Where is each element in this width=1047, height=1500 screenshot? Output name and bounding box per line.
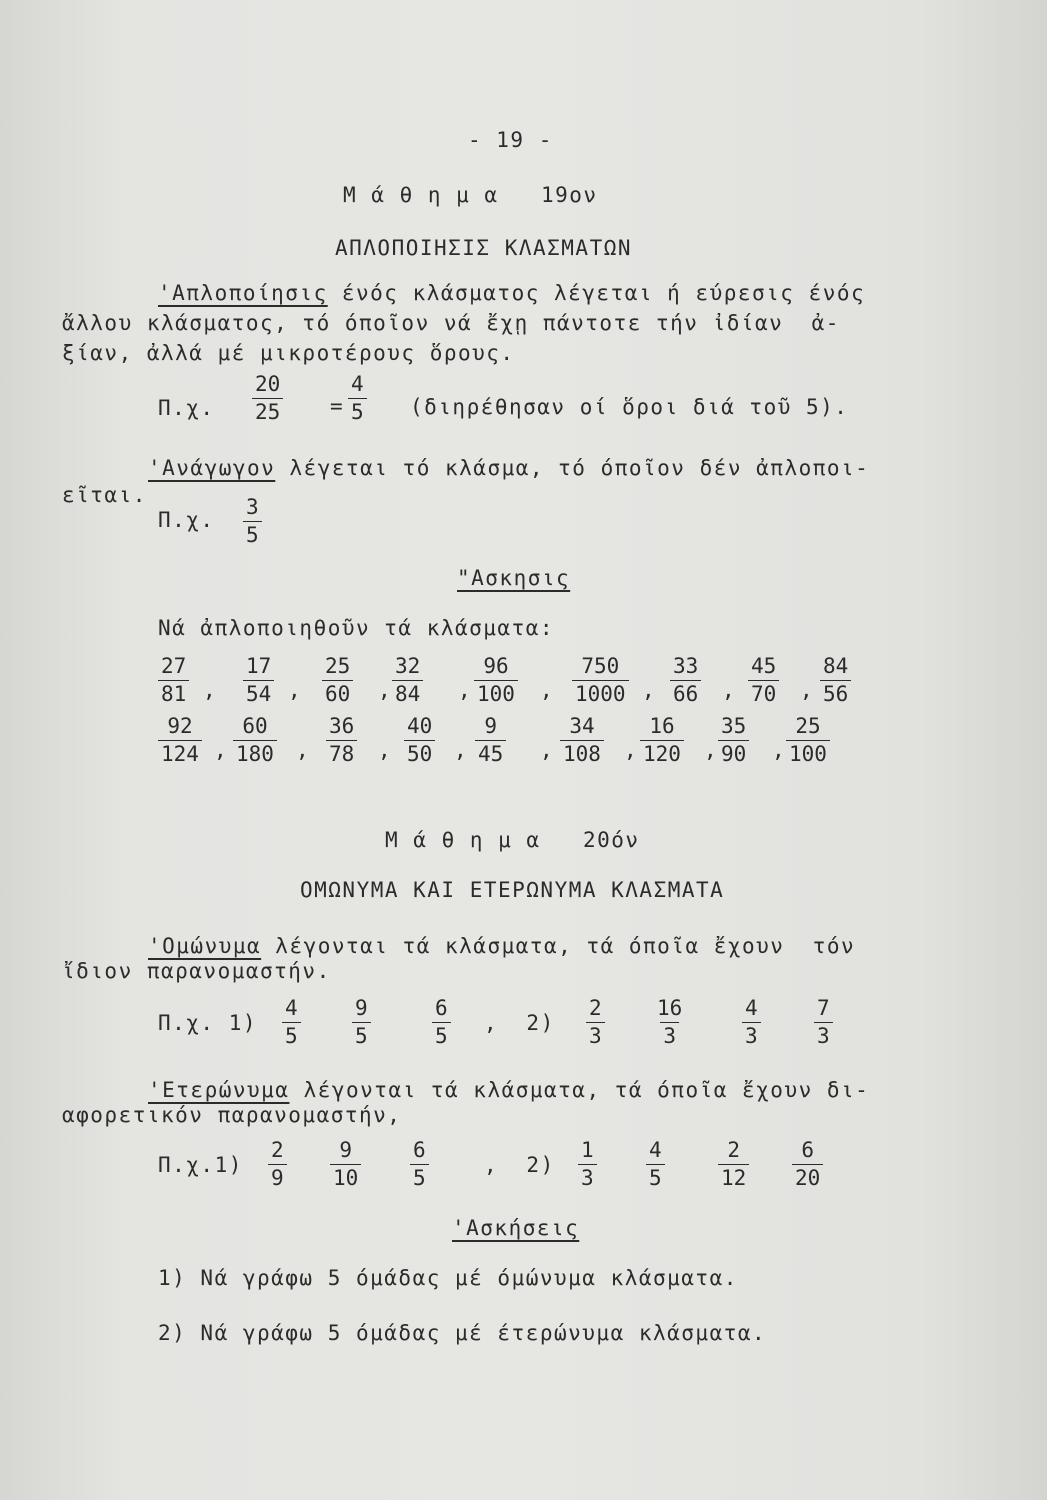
homonymous-definition-line2: ἴδιον παρανομαστήν. [62, 959, 331, 983]
exercise-fraction: $\frac{34}{108}$ [560, 716, 604, 765]
task-1: 1) Νά γράφω 5 όμάδας μέ όμώνυμα κλάσματα. [158, 1266, 738, 1290]
comma: , [454, 738, 467, 762]
heteronymous-term: 'Ετερώνυμα [148, 1078, 290, 1102]
comma: , [378, 678, 391, 702]
heteronymous-fraction: $\frac{2}{12}$ [718, 1140, 749, 1189]
exercise-fraction: $\frac{36}{78}$ [326, 716, 357, 765]
comma: , [288, 678, 301, 702]
homonymous-fraction: $\frac{2}{3}$ [586, 998, 605, 1047]
exercise-fraction: $\frac{16}{120}$ [640, 716, 684, 765]
example2-fraction: $\frac{3}{5}$ [243, 497, 262, 546]
exercise-text: Νά ἀπλοποιηθοῦν τά κλάσματα: [158, 616, 555, 640]
example1-equals: = [330, 394, 343, 418]
example1-fraction-b: $\frac{4}{5}$ [348, 374, 367, 423]
heteronymous-fraction: $\frac{6}{20}$ [792, 1140, 823, 1189]
comma: , [722, 678, 735, 702]
homonymous-fraction: $\frac{7}{3}$ [814, 998, 833, 1047]
simplification-definition-rest: ένός κλάσματος λέγεται ή εύρεσις ένός [327, 281, 866, 305]
homonymous-definition-rest: λέγονται τά κλάσματα, τά όποῖα ἔχουν τόν [261, 934, 856, 958]
exercise-fraction: $\frac{750}{1000}$ [572, 656, 629, 705]
simplification-term: 'Απλοποίησις [158, 281, 328, 305]
exercise-fraction: $\frac{92}{124}$ [158, 716, 202, 765]
simplification-definition-line1 [158, 283, 865, 304]
exercise-fraction: $\frac{9}{45}$ [475, 716, 506, 765]
lesson-19-heading: Μ ά θ η μ α 19ον [343, 183, 598, 207]
heteronymous-definition-line2: αφορετικόν παρανομαστήν, [62, 1103, 402, 1127]
heteronymous-example-label: Π.χ.1) [158, 1153, 243, 1177]
comma: , [296, 738, 309, 762]
exercise-fraction: $\frac{25}{100}$ [786, 716, 830, 765]
irreducible-definition-line1 [148, 458, 869, 479]
example1-fraction-a: $\frac{20}{25}$ [252, 374, 283, 423]
homonymous-example-separator: , 2) [484, 1011, 555, 1035]
comma: , [540, 738, 553, 762]
comma: , [214, 738, 227, 762]
irreducible-term: 'Ανάγωγον [148, 456, 276, 480]
homonymous-fraction: $\frac{16}{3}$ [657, 996, 683, 1048]
comma: , [540, 678, 553, 702]
homonymous-example-label: Π.χ. 1) [158, 1011, 258, 1035]
exercise-fraction: $\frac{27}{81}$ [158, 656, 189, 705]
homonymous-term: 'Ομώνυμα [148, 934, 262, 958]
homonymous-definition-line1 [148, 936, 855, 957]
heteronymous-fraction: $\frac{9}{10}$ [330, 1140, 361, 1189]
heteronymous-definition-rest: λέγονται τά κλάσματα, τά όποῖα ἔχουν δι- [289, 1078, 870, 1102]
comma: , [378, 738, 391, 762]
heteronymous-fraction: $\frac{6}{5}$ [410, 1140, 429, 1189]
heteronymous-definition-line1 [148, 1080, 869, 1101]
heteronymous-example-separator: , 2) [484, 1153, 555, 1177]
heteronymous-fraction: $\frac{2}{9}$ [268, 1140, 287, 1189]
example2-label: Π.χ. [158, 508, 215, 532]
heteronymous-fraction: $\frac{1}{3}$ [578, 1140, 597, 1189]
comma: , [624, 738, 637, 762]
homonymous-fraction: $\frac{4}{5}$ [282, 998, 301, 1047]
irreducible-definition-line2: εῖται. [62, 483, 147, 507]
lesson-20-title: ΟΜΩΝΥΜΑ ΚΑΙ ΕΤΕΡΩΝΥΜΑ ΚΛΑΣΜΑΤΑ [300, 878, 725, 902]
task-2: 2) Νά γράφω 5 όμάδας μέ έτερώνυμα κλάσματα. [158, 1321, 767, 1345]
comma: , [642, 678, 655, 702]
lesson-19-title: ΑΠΛΟΠΟΙΗΣΙΣ ΚΛΑΣΜΑΤΩΝ [335, 236, 633, 260]
exercise-fraction: $\frac{25}{60}$ [322, 656, 353, 705]
exercise-fraction: $\frac{33}{66}$ [670, 656, 701, 705]
exercise-fraction: $\frac{32}{84}$ [392, 656, 423, 705]
exercise-fraction: $\frac{17}{54}$ [243, 656, 274, 705]
homonymous-fraction: $\frac{4}{3}$ [742, 998, 761, 1047]
comma: , [203, 678, 216, 702]
exercise-fraction: $\frac{40}{50}$ [404, 716, 435, 765]
exercise-fraction: $\frac{60}{180}$ [233, 716, 277, 765]
homonymous-fraction: $\frac{9}{5}$ [352, 998, 371, 1047]
page-number: - 19 - [468, 128, 553, 152]
example1-label: Π.χ. [158, 396, 215, 420]
simplification-definition-line3: ξίαν, ἀλλά μέ μικροτέρους ὅρους. [62, 341, 515, 365]
comma: , [458, 678, 471, 702]
homonymous-fraction: $\frac{6}{5}$ [432, 998, 451, 1047]
irreducible-definition-rest: λέγεται τό κλάσμα, τό όποῖον δέν ἀπλοποι- [275, 456, 870, 480]
lesson-20-heading: Μ ά θ η μ α 20όν [385, 828, 640, 852]
exercise-fraction: $\frac{84}{56}$ [820, 656, 851, 705]
exercise-fraction: $\frac{35}{90}$ [718, 716, 749, 765]
simplification-definition-line2: ἄλλου κλάσματος, τό όποῖον νά ἔχῃ πάντοτε τήν ἰδίαν ἀ- [62, 311, 840, 335]
exercise-fraction: $\frac{45}{70}$ [748, 656, 779, 705]
exercise-fraction: $\frac{96}{100}$ [474, 656, 518, 705]
comma: , [800, 678, 813, 702]
heteronymous-fraction: $\frac{4}{5}$ [646, 1140, 665, 1189]
example1-note: (διηρέθησαν οί ὅροι διά τοῦ 5). [410, 395, 849, 419]
exercises-heading: 'Ασκήσεις [452, 1216, 580, 1240]
comma: , [772, 738, 785, 762]
exercise-heading: "Ασκησις [457, 566, 571, 590]
comma: , [704, 738, 717, 762]
